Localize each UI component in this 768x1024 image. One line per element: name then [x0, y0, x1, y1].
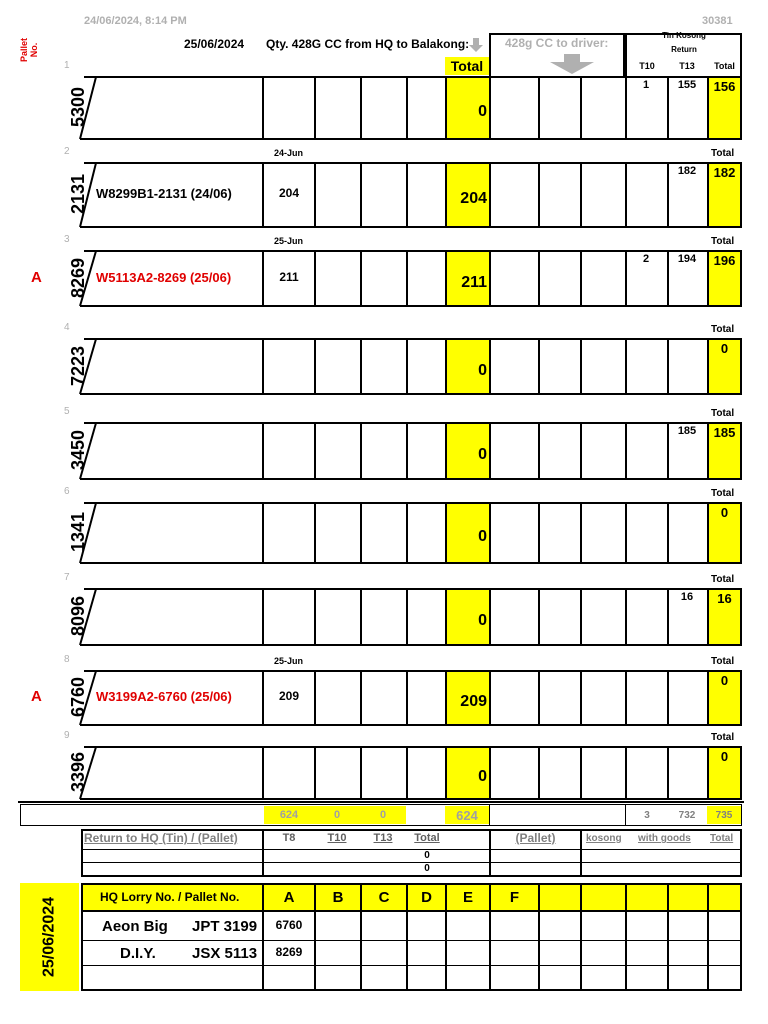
row-col-divider: [580, 76, 582, 138]
lorry-col-header: D: [421, 889, 432, 906]
row-index: 2: [64, 146, 70, 157]
row-col-divider: [538, 250, 540, 305]
row-date: 24-Jun: [274, 148, 304, 158]
timestamp: 24/06/2024, 8:14 PM: [84, 15, 187, 27]
return-hq-t13: T13: [373, 832, 393, 844]
row-index: 8: [64, 654, 70, 665]
return-total-label: Total: [711, 732, 735, 743]
return-hq-total: Total: [414, 832, 440, 844]
row-qty: 204: [278, 186, 300, 200]
col-t13-header: T13: [679, 61, 695, 71]
row-total: 209: [460, 693, 487, 710]
return-total-label: Total: [711, 324, 735, 335]
summary-total: 624: [445, 806, 489, 824]
return-t13: 185: [677, 425, 697, 437]
pallet-label-line2: No.: [29, 42, 39, 58]
row-col-divider: [538, 338, 540, 393]
lorry-col-divider: [667, 883, 669, 991]
row-col-divider: [406, 338, 408, 393]
row-col-divider: [360, 670, 362, 724]
summary-t8: 624: [264, 806, 314, 824]
return-total: 196: [713, 253, 736, 268]
header-date: 25/06/2024: [184, 37, 245, 51]
row-col-divider: [360, 338, 362, 393]
row-col-divider: [538, 588, 540, 644]
row-col-divider: [262, 502, 264, 562]
pallet-label-line1: Pallet: [19, 38, 29, 63]
lorry-name-1: Aeon Big: [102, 918, 168, 935]
return-total-label: Total: [711, 148, 735, 159]
down-arrow-icon: [468, 38, 484, 52]
pallet-number: 7223: [68, 345, 88, 386]
col-t10-header: T10: [639, 61, 655, 71]
row-col-divider: [625, 746, 627, 798]
row-col-divider: [667, 746, 669, 798]
summary-divider: [489, 804, 490, 826]
row-col-divider: [314, 588, 316, 644]
pallet-number: 3396: [68, 751, 88, 793]
summary-t13: 0: [360, 806, 406, 824]
return-total-label: Total: [711, 408, 735, 419]
row-col-divider: [406, 502, 408, 562]
return-hq-kosong: kosong: [586, 833, 622, 844]
row-col-divider: [625, 588, 627, 644]
return-hq-t8: T8: [282, 832, 296, 844]
row-top-rule: [84, 422, 742, 424]
document-number: 30381: [702, 15, 733, 27]
row-total: 204: [460, 190, 487, 207]
row-col-divider: [360, 588, 362, 644]
return-total-label: Total: [711, 574, 735, 585]
row-col-divider: [406, 250, 408, 305]
row-col-divider: [360, 746, 362, 798]
row-col-divider: [625, 250, 627, 305]
pallet-number: 6760: [68, 676, 88, 718]
row-col-divider: [538, 670, 540, 724]
row-col-divider: [625, 76, 627, 138]
row-col-divider: [580, 670, 582, 724]
row-col-divider: [406, 588, 408, 644]
pallet-number: 1341: [68, 511, 88, 553]
summary-ret-t13: 732: [678, 809, 696, 821]
summary-ret-t10: 3: [644, 809, 650, 821]
row-top-rule: [84, 250, 742, 252]
row-col-divider: [406, 746, 408, 798]
lorry-col-header: C: [378, 889, 390, 906]
row-date: 25-Jun: [274, 236, 304, 246]
return-hq-t10: T10: [327, 832, 347, 844]
lorry-col-divider: [538, 883, 540, 991]
row-bottom-rule: [80, 724, 742, 726]
return-total: 16: [717, 591, 732, 606]
row-index: 7: [64, 572, 70, 583]
summary-t10: 0: [314, 806, 360, 824]
row-col-divider: [360, 76, 362, 138]
return-hq-divider: [580, 829, 582, 877]
row-col-divider: [262, 746, 264, 798]
row-col-divider: [406, 670, 408, 724]
row-col-divider: [489, 162, 491, 226]
row-bottom-rule: [80, 393, 742, 395]
return-total: 0: [720, 749, 729, 764]
row-col-divider: [625, 338, 627, 393]
lorry-plate-2: JSX 5113: [192, 945, 258, 962]
row-col-divider: [489, 588, 491, 644]
row-col-divider: [489, 422, 491, 478]
row-col-divider: [406, 162, 408, 226]
return-total: 156: [713, 79, 736, 94]
row-col-divider: [314, 670, 316, 724]
row-total: 0: [478, 446, 487, 463]
row-bottom-rule: [80, 305, 742, 307]
row-index: 3: [64, 234, 70, 245]
return-hq-total2: Total: [710, 833, 734, 844]
return-hq-with-goods: with goods: [638, 833, 691, 844]
batch-code: W3199A2-6760 (25/06): [96, 689, 232, 704]
lorry-header-rule: [81, 910, 742, 912]
batch-code: W8299B1-2131 (24/06): [96, 186, 232, 201]
row-top-rule: [84, 670, 742, 672]
return-t13: 182: [677, 165, 697, 177]
row-marker: A: [31, 268, 42, 286]
row-col-divider: [314, 502, 316, 562]
row-total: 0: [478, 528, 487, 545]
row-col-divider: [489, 338, 491, 393]
lorry-col-header: A: [283, 889, 295, 906]
row-col-divider: [538, 162, 540, 226]
return-hq-row1-total: 0: [424, 850, 430, 861]
lorry-col-header: B: [332, 889, 344, 906]
row-index: 4: [64, 322, 70, 333]
row-index: 6: [64, 486, 70, 497]
lorry-a-2: 8269: [275, 945, 303, 959]
row-top-rule: [84, 746, 742, 748]
lorry-row-rule: [81, 940, 742, 941]
row-bottom-rule: [80, 478, 742, 480]
row-index: 9: [64, 730, 70, 741]
row-top-rule: [84, 76, 742, 78]
lorry-col-divider: [707, 883, 709, 991]
return-total-label: Total: [711, 236, 735, 247]
row-col-divider: [406, 76, 408, 138]
row-col-divider: [314, 422, 316, 478]
row-bottom-rule: [80, 798, 742, 800]
row-qty: 211: [279, 269, 299, 284]
row-total: 0: [478, 612, 487, 629]
return-t13: 16: [680, 591, 694, 603]
row-col-divider: [667, 670, 669, 724]
row-total: 0: [478, 103, 487, 120]
row-qty: 209: [278, 689, 300, 703]
row-col-divider: [489, 502, 491, 562]
row-total: 0: [478, 768, 487, 785]
return-total: 0: [720, 673, 729, 688]
row-col-divider: [262, 338, 264, 393]
row-col-divider: [580, 338, 582, 393]
row-col-divider: [580, 422, 582, 478]
row-bottom-rule: [80, 562, 742, 564]
pallet-no-label: [19, 35, 39, 65]
return-t10: 2: [643, 253, 650, 265]
batch-code: W5113A2-8269 (25/06): [96, 269, 232, 285]
row-col-divider: [360, 502, 362, 562]
pallet-number: 2131: [68, 173, 88, 215]
row-col-divider: [667, 338, 669, 393]
lorry-col-divider: [625, 883, 627, 991]
row-col-divider: [314, 746, 316, 798]
lorry-col-header: F: [509, 889, 520, 906]
return-label-1: Tin Kosong: [662, 31, 706, 40]
row-col-divider: [625, 502, 627, 562]
return-total: 185: [713, 425, 736, 440]
return-t13: 194: [677, 253, 697, 265]
row-top-rule: [84, 162, 742, 164]
row-col-divider: [262, 588, 264, 644]
row-col-divider: [538, 746, 540, 798]
row-bottom-rule: [80, 644, 742, 646]
row-total: 0: [478, 361, 487, 379]
row-col-divider: [489, 76, 491, 138]
lorry-date: 25/06/2024: [40, 896, 58, 978]
total-header: Total: [445, 57, 489, 75]
row-col-divider: [538, 422, 540, 478]
return-hq-row2-total: 0: [424, 863, 430, 874]
row-col-divider: [262, 422, 264, 478]
row-col-divider: [314, 338, 316, 393]
row-col-divider: [580, 162, 582, 226]
return-hq-label: Return to HQ (Tin) / (Pallet): [84, 831, 238, 845]
row-col-divider: [314, 250, 316, 305]
row-col-divider: [580, 588, 582, 644]
row-top-rule: [84, 588, 742, 590]
return-total: 0: [720, 505, 729, 520]
row-top-rule: [84, 502, 742, 504]
row-col-divider: [667, 502, 669, 562]
row-col-divider: [314, 162, 316, 226]
header-title: Qty. 428G CC from HQ to Balakong:: [266, 37, 470, 51]
pallet-number: 3450: [68, 429, 88, 471]
row-index: 5: [64, 406, 70, 417]
row-col-divider: [538, 76, 540, 138]
row-date: 25-Jun: [274, 656, 304, 666]
row-col-divider: [489, 670, 491, 724]
pallet-number: 8269: [68, 257, 88, 298]
row-col-divider: [489, 746, 491, 798]
return-total: 0: [720, 341, 729, 356]
row-marker: A: [31, 688, 42, 705]
row-col-divider: [489, 250, 491, 305]
summary-divider: [625, 804, 626, 826]
return-t13: 155: [677, 79, 697, 91]
lorry-col-divider: [580, 883, 582, 991]
row-bottom-rule: [80, 226, 742, 228]
row-col-divider: [360, 250, 362, 305]
row-col-divider: [625, 670, 627, 724]
row-bottom-rule: [80, 138, 742, 140]
col-total-header: Total: [714, 61, 735, 71]
driver-header-label: 428g CC to driver:: [505, 36, 609, 50]
pallet-number: 5300: [68, 86, 88, 128]
row-top-rule: [84, 338, 742, 340]
lorry-name-2: D.I.Y.: [120, 945, 156, 962]
row-total: 211: [461, 273, 487, 291]
return-t10: 1: [643, 79, 650, 91]
return-label-2: Return: [671, 45, 697, 54]
row-col-divider: [580, 250, 582, 305]
return-total-label: Total: [711, 488, 735, 499]
return-total: 182: [713, 165, 736, 180]
row-col-divider: [625, 422, 627, 478]
return-total-label: Total: [711, 656, 735, 667]
lorry-col-header: E: [462, 889, 473, 906]
row-col-divider: [262, 76, 264, 138]
summary-top-rule: [18, 801, 744, 803]
lorry-plate-1: JPT 3199: [192, 918, 258, 935]
return-hq-pallet: (Pallet): [515, 831, 556, 845]
row-col-divider: [538, 502, 540, 562]
row-col-divider: [580, 746, 582, 798]
row-col-divider: [406, 422, 408, 478]
big-down-arrow-icon: [548, 54, 596, 74]
lorry-a-1: 6760: [275, 918, 303, 932]
summary-ret-total: 735: [707, 806, 741, 824]
row-col-divider: [580, 502, 582, 562]
row-col-divider: [314, 76, 316, 138]
row-col-divider: [360, 162, 362, 226]
row-col-divider: [360, 422, 362, 478]
row-col-divider: [625, 162, 627, 226]
pallet-number: 8096: [68, 595, 88, 637]
lorry-row-rule: [81, 965, 742, 966]
lorry-header-label: HQ Lorry No. / Pallet No.: [100, 890, 240, 904]
row-index: 1: [64, 60, 70, 71]
